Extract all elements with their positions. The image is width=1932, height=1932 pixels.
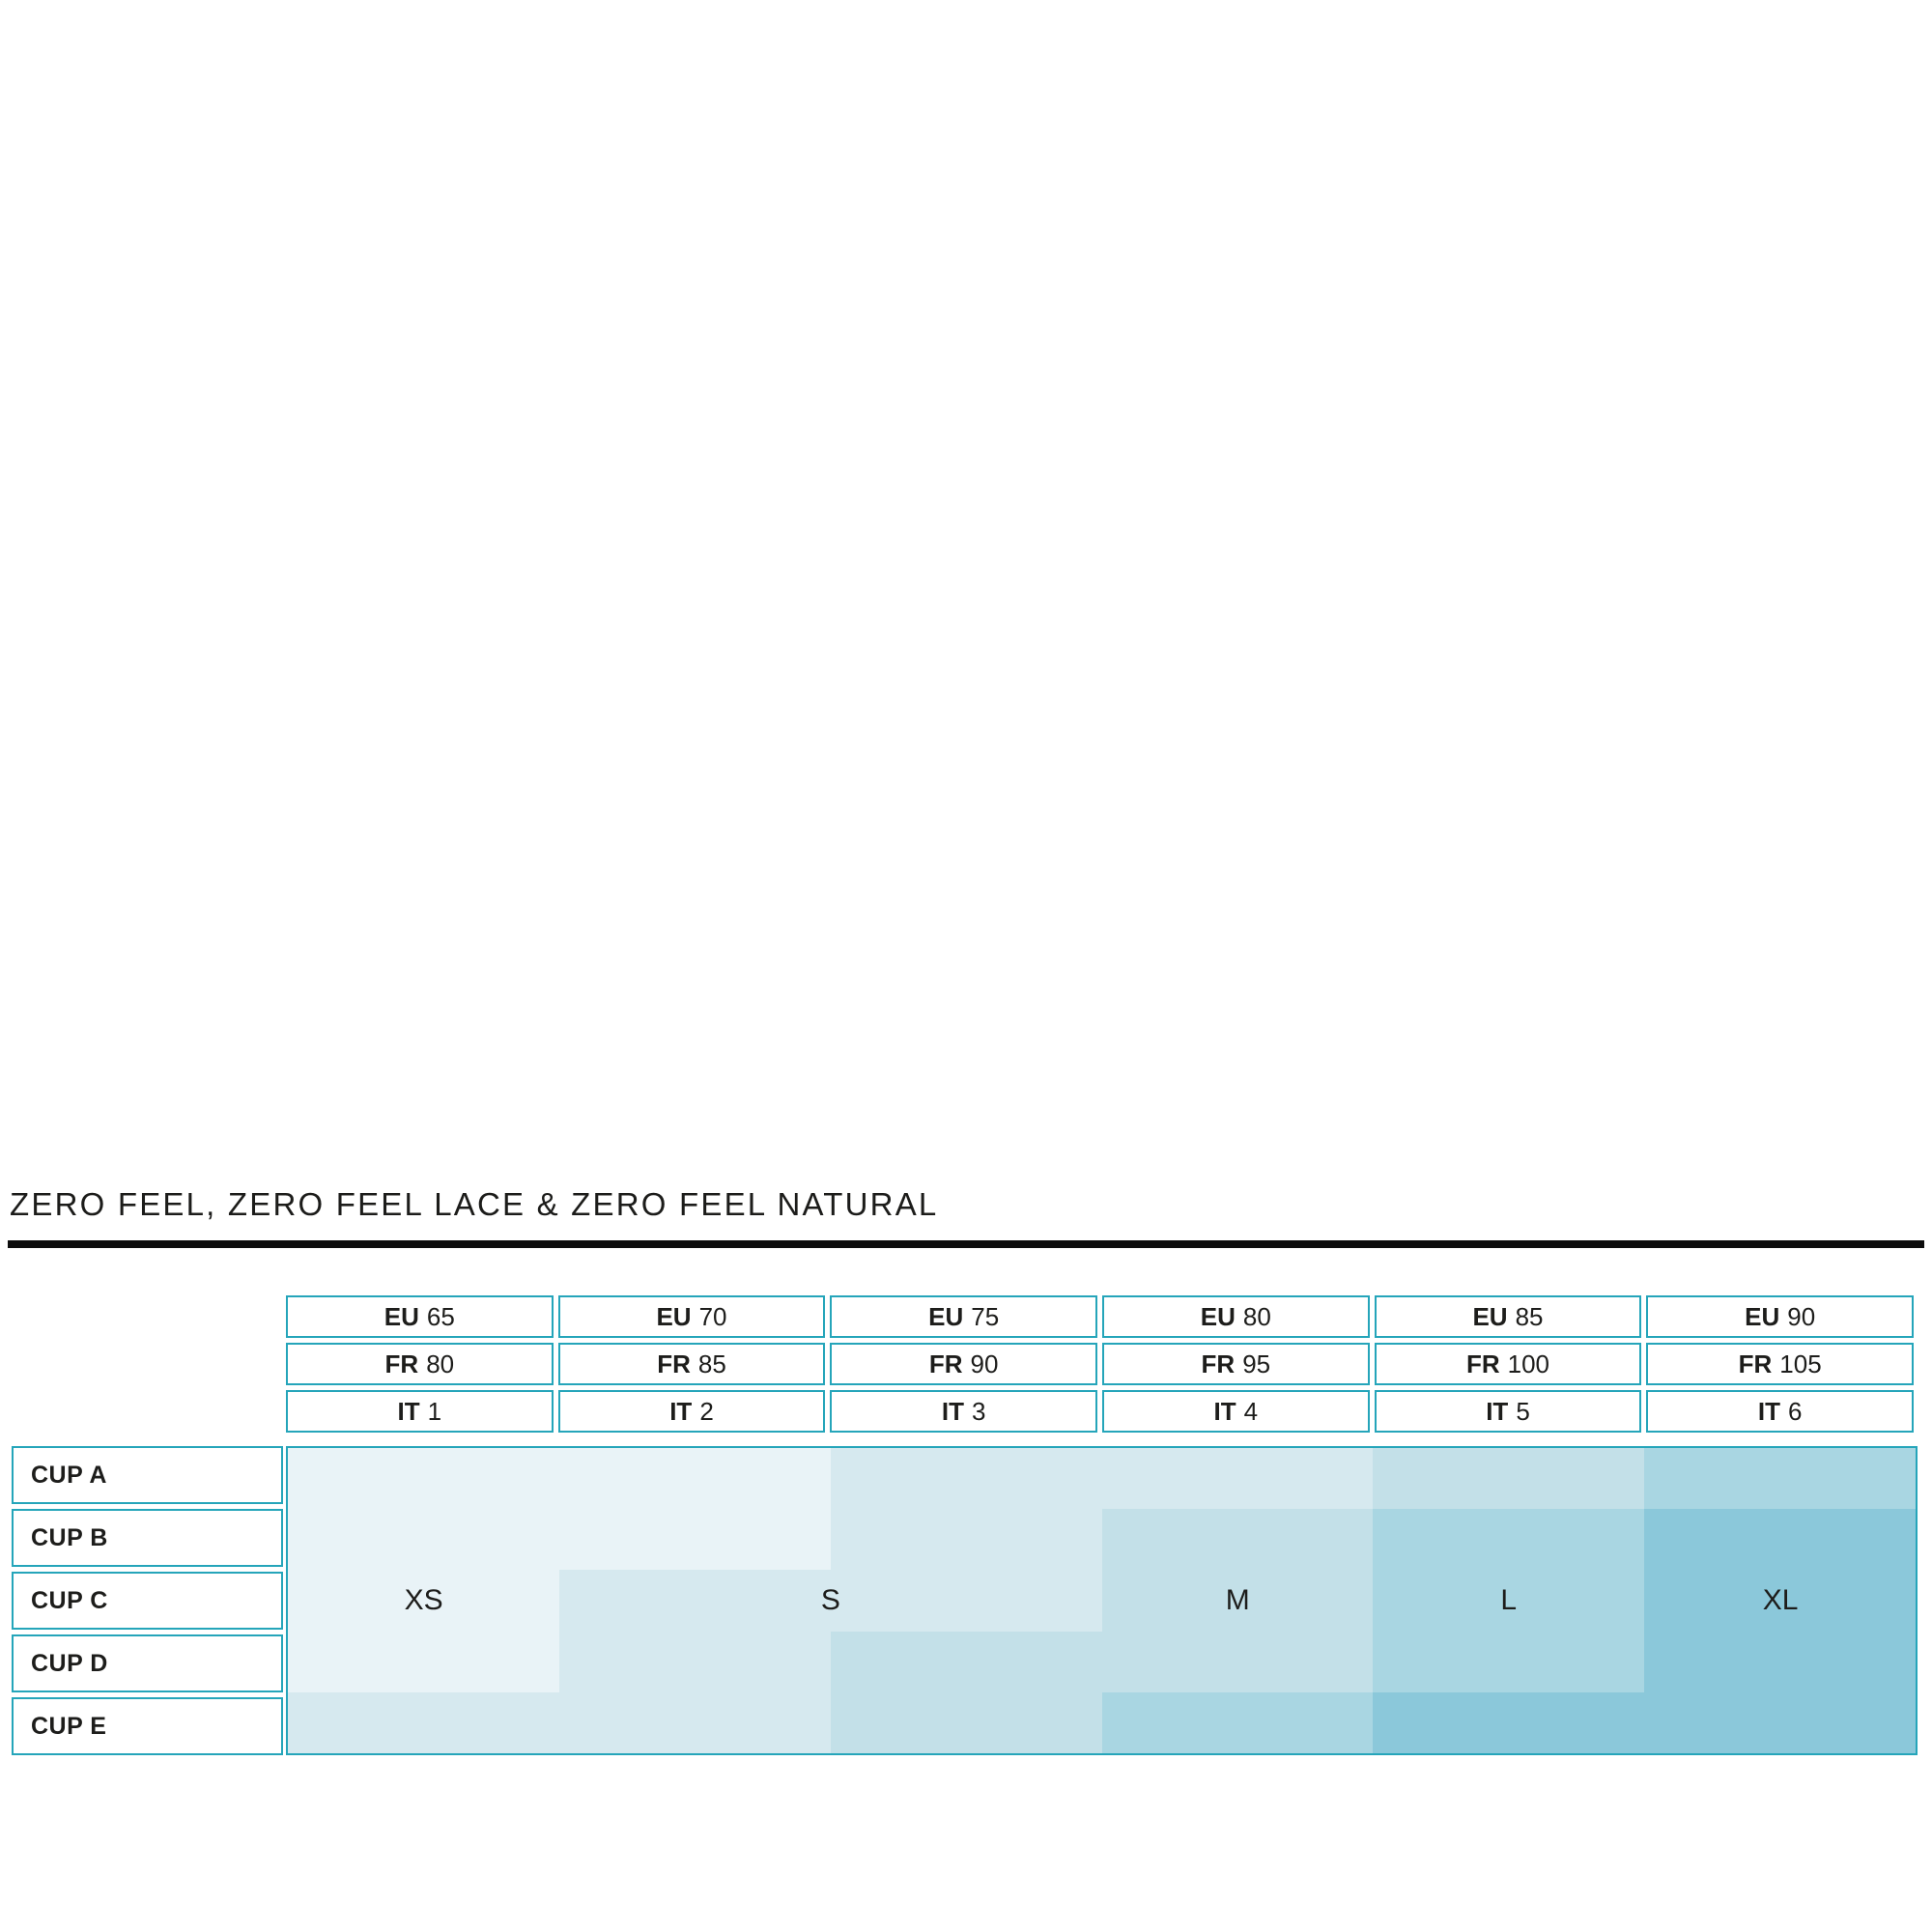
- header-cell-it-2: [558, 1390, 826, 1433]
- size-cell-s: [831, 1448, 1102, 1509]
- size-system-label: EU: [1200, 1302, 1236, 1331]
- size-cell-xl: [1644, 1632, 1916, 1692]
- band-size-value: 75: [971, 1302, 1000, 1331]
- size-cell-s: [559, 1632, 831, 1692]
- band-size-value: 90: [970, 1350, 999, 1378]
- band-size-value: 105: [1779, 1350, 1822, 1378]
- size-cell-l: [1373, 1632, 1644, 1692]
- size-cell-m: [831, 1632, 1102, 1692]
- size-cell-m: [831, 1692, 1102, 1753]
- size-system-label: FR: [1201, 1350, 1236, 1378]
- cup-label: CUP A: [31, 1461, 107, 1489]
- band-size-value: 80: [1242, 1302, 1271, 1331]
- band-size-value: 1: [427, 1397, 442, 1426]
- header-cell-eu-3: [830, 1295, 1097, 1338]
- header-cell-fr-3: [830, 1343, 1097, 1385]
- size-region-label-xl: XL: [1762, 1584, 1799, 1616]
- size-cell-m: [1373, 1448, 1644, 1509]
- size-system-label: FR: [1465, 1350, 1500, 1378]
- header-cell-it-6: [1646, 1390, 1914, 1433]
- size-cell-m: [1102, 1632, 1374, 1692]
- size-system-label: EU: [1745, 1302, 1780, 1331]
- cup-label-box-c: [12, 1572, 283, 1630]
- header-cell-fr-4: [1102, 1343, 1370, 1385]
- size-cell-xs: [288, 1448, 559, 1509]
- size-system-label: IT: [397, 1397, 420, 1426]
- size-cell-xl: [1644, 1692, 1916, 1753]
- size-cell-xl: [1373, 1692, 1644, 1753]
- size-cell-xs: [288, 1509, 559, 1570]
- header-cell-it-4: [1102, 1390, 1370, 1433]
- size-cell-l: [1644, 1448, 1916, 1509]
- band-size-value: 2: [699, 1397, 714, 1426]
- size-region-label-l: L: [1500, 1584, 1518, 1616]
- header-cell-fr-2: [558, 1343, 826, 1385]
- size-cell-m: [1102, 1509, 1374, 1570]
- cup-row-labels: [12, 1446, 283, 1755]
- size-cell-s: [1102, 1448, 1374, 1509]
- size-cell-xl: [1644, 1509, 1916, 1570]
- header-cell-fr-6: [1646, 1343, 1914, 1385]
- cup-label: CUP B: [31, 1523, 108, 1551]
- band-size-value: 6: [1787, 1397, 1803, 1426]
- band-size-value: 65: [426, 1302, 455, 1331]
- cup-label: CUP C: [31, 1586, 108, 1614]
- size-system-label: IT: [941, 1397, 964, 1426]
- header-cell-eu-4: [1102, 1295, 1370, 1338]
- size-system-label: EU: [928, 1302, 964, 1331]
- band-size-value: 85: [1515, 1302, 1544, 1331]
- size-matrix-grid: [288, 1448, 1916, 1753]
- size-system-label: IT: [1213, 1397, 1236, 1426]
- size-cell-s: [831, 1509, 1102, 1570]
- cup-label-box-b: [12, 1509, 283, 1567]
- size-system-label: FR: [657, 1350, 691, 1378]
- size-matrix: [286, 1446, 1918, 1755]
- band-size-value: 5: [1516, 1397, 1530, 1426]
- size-cell-l: [1373, 1509, 1644, 1570]
- size-system-label: EU: [1472, 1302, 1508, 1331]
- header-cell-eu-6: [1646, 1295, 1914, 1338]
- band-size-value: 4: [1243, 1397, 1259, 1426]
- cup-label-box-d: [12, 1634, 283, 1692]
- size-system-label: EU: [384, 1302, 419, 1331]
- cup-label-box-e: [12, 1697, 283, 1755]
- cup-label: CUP E: [31, 1712, 107, 1740]
- header-cell-fr-5: [1375, 1343, 1642, 1385]
- header-cell-eu-5: [1375, 1295, 1642, 1338]
- size-region-label-s: S: [820, 1584, 840, 1616]
- band-size-value: 90: [1787, 1302, 1816, 1331]
- header-cell-it-3: [830, 1390, 1097, 1433]
- size-cell-xs: [559, 1509, 831, 1570]
- size-cell-l: [1102, 1692, 1374, 1753]
- size-cell-s: [559, 1692, 831, 1753]
- size-region-label-xs: XS: [404, 1584, 443, 1616]
- page-title: ZERO FEEL, ZERO FEEL LACE & ZERO FEEL NATURAL: [10, 1186, 939, 1222]
- size-system-label: FR: [384, 1350, 419, 1378]
- band-size-value: 3: [971, 1397, 986, 1426]
- band-size-value: 70: [698, 1302, 727, 1331]
- header-cell-it-1: [286, 1390, 554, 1433]
- size-cell-s: [288, 1692, 559, 1753]
- band-size-value: 85: [697, 1350, 726, 1378]
- header-cell-eu-1: [286, 1295, 554, 1338]
- header-cell-fr-1: [286, 1343, 554, 1385]
- band-size-header: [286, 1295, 1914, 1433]
- size-system-label: FR: [1738, 1350, 1773, 1378]
- cup-label-box-a: [12, 1446, 283, 1504]
- size-region-label-m: M: [1225, 1584, 1250, 1616]
- title-underline-rule: [8, 1240, 1924, 1248]
- band-size-value: 95: [1242, 1350, 1271, 1378]
- size-cell-s: [559, 1570, 831, 1631]
- size-system-label: IT: [1757, 1397, 1780, 1426]
- size-cell-s: [831, 1570, 1102, 1631]
- size-system-label: FR: [928, 1350, 963, 1378]
- band-size-value: 100: [1507, 1350, 1550, 1378]
- header-cell-it-5: [1375, 1390, 1642, 1433]
- size-cell-xs: [288, 1632, 559, 1692]
- header-cell-eu-2: [558, 1295, 826, 1338]
- size-cell-xs: [559, 1448, 831, 1509]
- size-system-label: IT: [1486, 1397, 1509, 1426]
- size-system-label: IT: [669, 1397, 693, 1426]
- cup-label: CUP D: [31, 1649, 108, 1677]
- band-size-value: 80: [426, 1350, 455, 1378]
- size-system-label: EU: [656, 1302, 692, 1331]
